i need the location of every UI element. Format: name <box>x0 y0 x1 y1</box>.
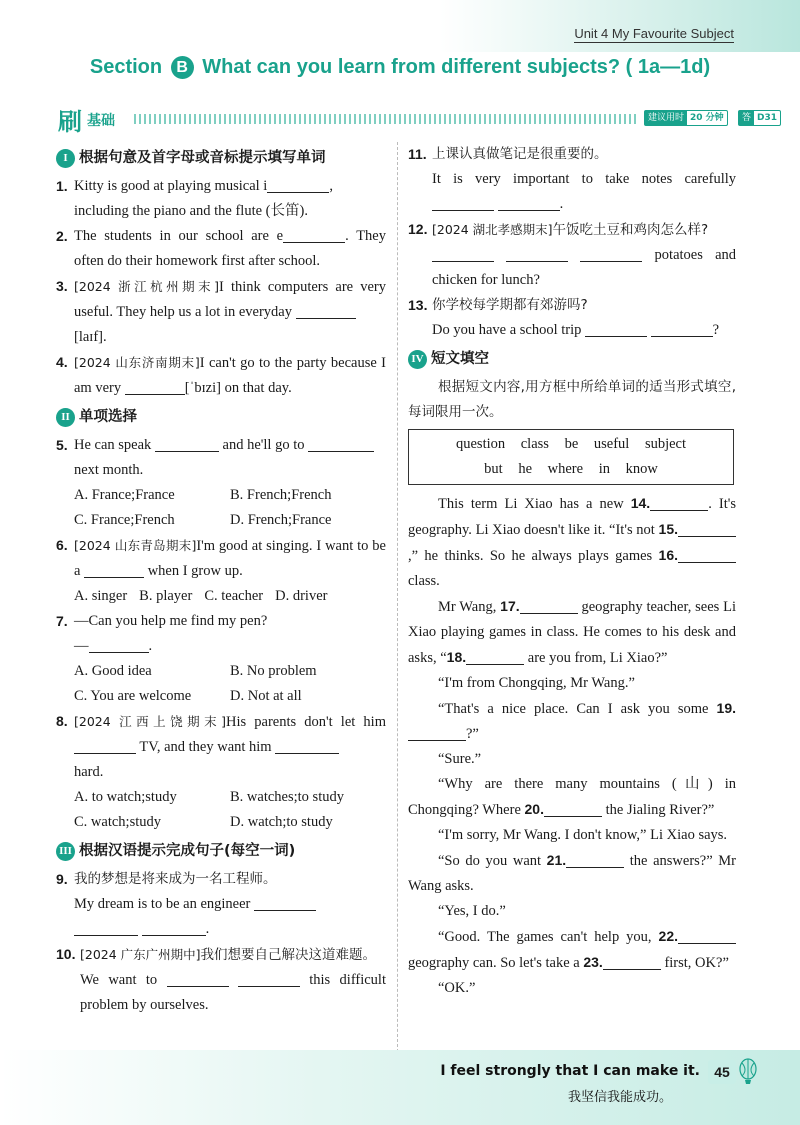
section-title <box>0 56 800 79</box>
passage-text: This term Li Xiao has a new <box>438 496 631 512</box>
options <box>56 659 386 709</box>
question-13 <box>408 293 736 343</box>
roman-badge: II <box>56 408 75 427</box>
answer-blank[interactable] <box>74 738 136 754</box>
answer-blank[interactable] <box>585 321 647 337</box>
answer-blank[interactable] <box>678 928 736 944</box>
question-12 <box>408 217 736 293</box>
source-tag: [2024 广东广州期中] <box>80 947 201 962</box>
column-divider <box>397 142 398 1062</box>
blank-number: 21. <box>546 852 567 868</box>
answer-blank[interactable] <box>89 637 149 653</box>
question-4 <box>56 350 386 401</box>
option-a[interactable]: A. to watch;study <box>74 789 177 805</box>
passage-text: geography teacher, sees Li Xiao playing games in class. He comes to his desk and asks, “ <box>408 599 737 666</box>
option-c[interactable]: C. You are welcome <box>74 688 192 704</box>
question-number: 7. <box>56 613 68 629</box>
brush-subtitle: 基础 <box>87 113 115 129</box>
question-text: Do you have a school trip <box>432 322 586 338</box>
roman-badge: IV <box>408 350 427 369</box>
passage-text: geography can. So let's take a <box>408 955 584 971</box>
passage-text: ?” <box>466 726 479 742</box>
question-number: 1. <box>56 178 68 194</box>
time-tag <box>644 110 728 126</box>
question-number: 11. <box>408 146 427 162</box>
answer-blank[interactable] <box>603 954 661 970</box>
blank-number: 15. <box>658 521 678 537</box>
blank-number: 18. <box>446 649 467 665</box>
passage-text: the Jialing River?” <box>601 802 715 818</box>
question-number: 3. <box>56 278 68 294</box>
chinese-prompt: 你学校每学期都有郊游吗? <box>432 297 588 313</box>
passage-paragraph: “Yes, I do.” <box>438 903 506 919</box>
passage-text: ,” he thinks. So he always plays games <box>408 548 659 564</box>
answer-blank[interactable] <box>580 246 642 262</box>
word-option: but <box>484 461 503 477</box>
section-title-text: What can you learn from different subjects? ( 1a—1d) <box>202 56 711 78</box>
chinese-prompt: 上课认真做笔记是很重要的。 <box>432 146 608 162</box>
passage-paragraph <box>408 594 736 671</box>
word-option: useful <box>593 436 630 452</box>
option-b[interactable]: B. No problem <box>230 663 317 679</box>
word-option: in <box>598 461 610 477</box>
options <box>56 483 386 533</box>
question-5 <box>56 433 386 483</box>
question-text: on that day. <box>220 380 292 396</box>
question-number: 2. <box>56 228 68 244</box>
question-text: Kitty is good at playing musical <box>74 178 264 194</box>
question-number: 10. <box>56 946 76 962</box>
question-number: 6. <box>56 537 68 553</box>
question-text: . <box>148 638 153 654</box>
roman-badge: I <box>56 149 75 168</box>
question-text: I'm good at singing. I want to be a <box>74 538 386 579</box>
source-tag: [2024 浙江杭州期末] <box>74 279 219 294</box>
footer-band <box>0 1050 800 1125</box>
option-d[interactable]: D. watch;to study <box>230 814 333 830</box>
question-text: — <box>74 638 89 654</box>
section-heading-text: 短文填空 <box>431 350 489 367</box>
passage-text: . It's geography. Li Xiao doesn't like it. “It's not <box>408 496 736 538</box>
option-c[interactable]: C. watch;study <box>74 814 161 830</box>
left-column <box>56 142 386 1018</box>
answer-blank[interactable] <box>74 920 138 936</box>
answer-blank[interactable] <box>650 495 708 511</box>
word-box <box>408 429 734 485</box>
passage-text: class. <box>408 573 440 589</box>
answer-blank[interactable] <box>238 971 300 987</box>
answer-blank[interactable] <box>408 725 466 741</box>
answer-blank[interactable] <box>275 738 339 754</box>
question-text: My dream is to be an engineer <box>74 896 254 912</box>
answer-blank[interactable] <box>678 547 736 563</box>
passage-text: “Good. The games can't help you, <box>438 929 659 945</box>
word-option: class <box>520 436 549 452</box>
phonetic-hint: [laɪf] <box>74 329 103 345</box>
source-tag: [2024 湖北孝感期末] <box>432 222 553 237</box>
question-number: 12. <box>408 221 428 237</box>
blank-number: 17. <box>500 598 520 614</box>
passage-text: “Why are there many mountains (山) in Chongqing? Where <box>408 776 736 818</box>
question-text: The students in our school are <box>74 228 277 244</box>
question-text: I can't go to the party because I am very <box>74 355 386 396</box>
blank-number: 22. <box>658 928 678 944</box>
question-text: I think computers are very useful. They help us a lot in everyday <box>74 279 386 320</box>
option-a[interactable]: A. France;France <box>74 487 175 503</box>
section-heading-2 <box>56 403 386 431</box>
question-text: hard. <box>74 764 104 780</box>
question-2 <box>56 224 386 274</box>
question-text: His parents don't let him <box>226 714 386 730</box>
passage-paragraph <box>408 848 736 899</box>
source-tag: [2024 山东济南期末] <box>74 355 200 370</box>
right-column <box>408 142 736 1001</box>
question-number: 9. <box>56 871 68 887</box>
footer-motto-chinese: 我坚信我能成功。 <box>567 1090 672 1105</box>
question-text: next month. <box>74 462 144 478</box>
passage-text: “That's a nice place. Can I ask you some <box>438 701 717 717</box>
answer-blank[interactable] <box>296 303 356 319</box>
question-8 <box>56 709 386 785</box>
time-label: 建议用时 <box>645 111 687 125</box>
option-b[interactable]: B. watches;to study <box>230 789 344 805</box>
answer-blank[interactable] <box>651 321 713 337</box>
brush-stripe <box>134 114 639 124</box>
blank-number: 23. <box>583 954 603 970</box>
answer-blank[interactable] <box>678 521 736 537</box>
question-text: including the piano and the flute (长笛). <box>74 203 308 219</box>
section-heading-text: 根据汉语提示完成句子(每空一词) <box>79 842 296 859</box>
question-10 <box>56 942 386 1018</box>
footer-motto-english: I feel strongly that I can make it. <box>440 1063 700 1079</box>
question-text: It is very important to take notes carefully <box>432 171 736 187</box>
word-option: subject <box>644 436 687 452</box>
options <box>56 785 386 835</box>
brush-row <box>58 100 778 137</box>
passage-paragraph <box>408 491 736 594</box>
question-number: 4. <box>56 354 68 370</box>
section-prefix: Section <box>89 56 163 78</box>
answer-blank[interactable] <box>498 195 560 211</box>
answer-blank[interactable] <box>432 195 494 211</box>
question-text: He can speak <box>74 437 155 453</box>
section-heading-text: 单项选择 <box>79 408 137 425</box>
question-3 <box>56 274 386 350</box>
question-text: . They often do their homework first after school. <box>74 228 386 269</box>
answer-blank[interactable] <box>267 177 329 193</box>
answer-blank[interactable] <box>125 379 185 395</box>
question-text: this difficult problem by ourselves. <box>80 972 386 1013</box>
chinese-prompt: 我们想要自己解决这道难题。 <box>200 947 377 963</box>
question-number: 8. <box>56 713 68 729</box>
word-box-row <box>409 457 733 482</box>
question-text: We want to <box>80 972 167 988</box>
answer-blank[interactable] <box>283 227 345 243</box>
source-tag: [2024 山东青岛期末] <box>74 538 197 553</box>
word-option: question <box>455 436 506 452</box>
option-a[interactable]: A. singer <box>74 588 128 604</box>
question-text: —Can you help me find my pen? <box>74 613 268 629</box>
passage-text: the answers?” Mr Wang asks. <box>408 853 737 894</box>
question-text: . <box>205 921 210 937</box>
section-heading-1 <box>56 144 386 172</box>
question-7 <box>56 609 386 659</box>
option-c[interactable]: C. France;French <box>74 512 175 528</box>
question-number: 13. <box>408 297 428 313</box>
option-d[interactable]: D. Not at all <box>230 688 302 704</box>
answer-blank[interactable] <box>520 598 578 614</box>
answer-label: 答案 <box>739 111 754 125</box>
passage-paragraph: “OK.” <box>438 980 476 996</box>
roman-badge: III <box>56 842 75 861</box>
question-text: when I grow up. <box>144 563 243 579</box>
chinese-prompt: 我的梦想是将来成为一名工程师。 <box>74 871 277 887</box>
passage-paragraph: “I'm from Chongqing, Mr Wang.” <box>438 675 635 691</box>
passage-paragraph: “Sure.” <box>438 751 482 767</box>
option-d[interactable]: D. French;France <box>230 512 332 528</box>
passage-paragraph <box>408 772 736 823</box>
passage-text: first, OK?” <box>660 955 729 971</box>
brush-logo: 刷 <box>58 108 82 136</box>
option-d[interactable]: D. driver <box>275 588 328 604</box>
question-text: . <box>102 329 107 345</box>
time-value: 20 分钟 <box>690 113 724 123</box>
passage-paragraph: “I'm sorry, Mr Wang. I don't know,” Li Xiao says. <box>438 827 728 843</box>
hint-letter: e <box>276 228 284 244</box>
hint-letter: i <box>263 178 268 194</box>
question-text: and he'll go to <box>218 437 309 453</box>
question-9 <box>56 867 386 942</box>
section-heading-3 <box>56 837 386 865</box>
answer-blank[interactable] <box>167 971 229 987</box>
word-box-row <box>409 432 733 457</box>
phonetic-hint: [ˈbɪzi] <box>184 380 221 396</box>
word-option: where <box>547 461 584 477</box>
option-c[interactable]: C. teacher <box>204 588 264 604</box>
blank-number: 20. <box>524 801 544 817</box>
answer-blank[interactable] <box>506 246 568 262</box>
answer-tag <box>738 110 781 137</box>
question-11 <box>408 142 736 217</box>
word-option: be <box>564 436 579 452</box>
source-tag: [2024 江西上饶期末] <box>74 714 227 729</box>
answer-blank[interactable] <box>466 649 524 665</box>
page-number: 45 <box>708 1060 736 1084</box>
passage-instruction: 根据短文内容,用方框中所给单词的适当形式填空,每词限用一次。 <box>408 379 736 420</box>
section-letter-badge: B <box>171 56 194 79</box>
option-b[interactable]: B. French;French <box>230 487 332 503</box>
answer-blank[interactable] <box>308 436 374 452</box>
balloon-icon <box>738 1058 758 1086</box>
blank-number: 16. <box>658 547 678 563</box>
question-text: , <box>329 178 333 194</box>
question-6 <box>56 533 386 584</box>
answer-value: D31 <box>757 113 778 123</box>
chinese-prompt: 午饭吃土豆和鸡肉怎么样? <box>552 222 709 238</box>
answer-blank[interactable] <box>544 801 602 817</box>
question-text: potatoes and chicken for lunch? <box>432 247 736 288</box>
section-heading-4 <box>408 345 736 373</box>
option-a[interactable]: A. Good idea <box>74 663 152 679</box>
answer-blank[interactable] <box>155 436 219 452</box>
question-text: ? <box>712 322 720 338</box>
answer-blank[interactable] <box>142 920 206 936</box>
passage-text: “So do you want <box>438 853 547 869</box>
answer-blank[interactable] <box>432 246 494 262</box>
options <box>56 584 386 609</box>
passage-paragraph <box>408 696 736 747</box>
question-number: 5. <box>56 437 68 453</box>
question-text: . <box>559 196 564 212</box>
answer-blank[interactable] <box>254 895 316 911</box>
passage-text: are you from, Li Xiao?” <box>524 650 668 666</box>
section-heading-text: 根据句意及首字母或音标提示填写单词 <box>79 149 326 166</box>
answer-blank[interactable] <box>84 562 144 578</box>
question-text: TV, and they want him <box>136 739 276 755</box>
question-1 <box>56 174 386 224</box>
unit-header: Unit 4 My Favourite Subject <box>574 26 734 41</box>
answer-blank[interactable] <box>566 852 624 868</box>
word-option: he <box>518 461 533 477</box>
blank-number: 14. <box>630 495 651 511</box>
passage-paragraph <box>408 924 736 976</box>
blank-number: 19. <box>716 700 736 716</box>
word-option: know <box>625 461 658 477</box>
option-b[interactable]: B. player <box>139 588 193 604</box>
passage-text: Mr Wang, <box>438 599 501 615</box>
